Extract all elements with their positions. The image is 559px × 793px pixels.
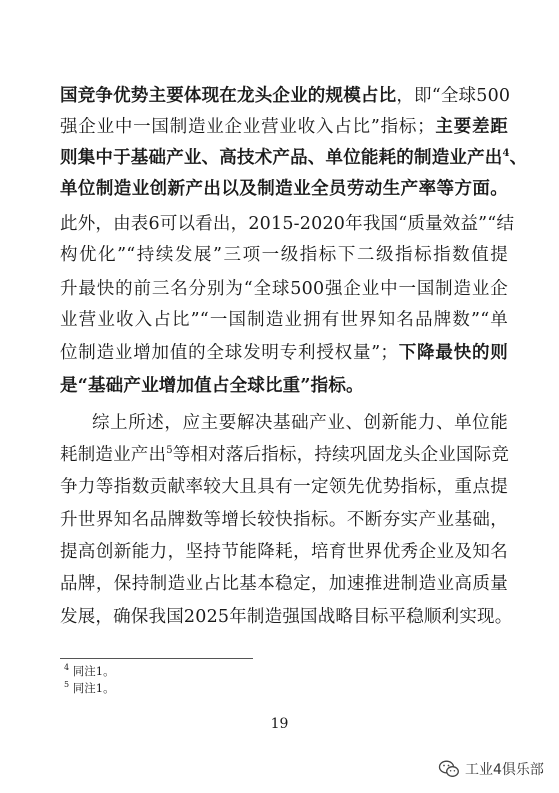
paragraph-line: 耗制造业产出$^5$等相对落后指标，持续巩固龙头企业国际竞 [60, 445, 510, 465]
paragraph-line: 综上所述，应主要解决基础产业、创新能力、单位能 [92, 413, 508, 433]
paragraph-line: 位制造业增加值的全球发明专利授权量”；下降最快的则 [60, 343, 509, 363]
watermark-text: 工业4俱乐部 [465, 762, 544, 778]
footnote-ref: 4 [502, 148, 510, 160]
paragraph-line: 业营业收入占比”“一国制造业拥有世界知名品牌数”“单 [60, 310, 508, 330]
paragraph-line: 品牌，保持制造业占比基本稳定，加速推进制造业高质量 [60, 574, 508, 594]
paragraph-line: 构优化”“持续发展”三项一级指标下二级指标指数值提 [60, 245, 508, 265]
page-number: 19 [270, 716, 289, 732]
watermark [438, 757, 544, 781]
paragraph-line: 此外，由表6可以看出，2015-2020年我国“质量效益”“结 [60, 214, 515, 234]
footnote: $^5$ 同注1。 [64, 680, 115, 695]
paragraph-line: 争力等指数贡献率较大且具有一定领先优势指标，重点提 [60, 477, 508, 497]
footnote-ref: 5 [166, 445, 173, 457]
wechat-icon [438, 759, 460, 779]
paragraph-line: 升最快的前三名分别为“全球500强企业中一国制造业企 [60, 279, 508, 299]
footnote: $^4$ 同注1。 [64, 663, 115, 678]
paragraph-line: 升世界知名品牌数等增长较快指标。不断夯实产业基础， [60, 510, 508, 530]
paragraph-line: 强企业中一国制造业企业营业收入占比”指标；主要差距 [60, 117, 508, 137]
paragraph-line: 国竞争优势主要体现在龙头企业的规模占比，即“全球500 [60, 86, 511, 106]
paragraph-line: 单位制造业创新产出以及制造业全员劳动生产率等方面。 [60, 179, 508, 199]
paragraph-line: 发展，确保我国2025年制造强国战略目标平稳顺利实现。 [60, 607, 513, 627]
paragraph-line: 则集中于基础产业、高技术产品、单位能耗的制造业产出$^4$、 [60, 148, 528, 168]
footnote-divider [60, 658, 253, 659]
paragraph-line: 提高创新能力，坚持节能降耗，培育世界优秀企业及知名 [60, 542, 508, 562]
paragraph-line: 是“基础产业增加值占全球比重”指标。 [60, 376, 364, 396]
